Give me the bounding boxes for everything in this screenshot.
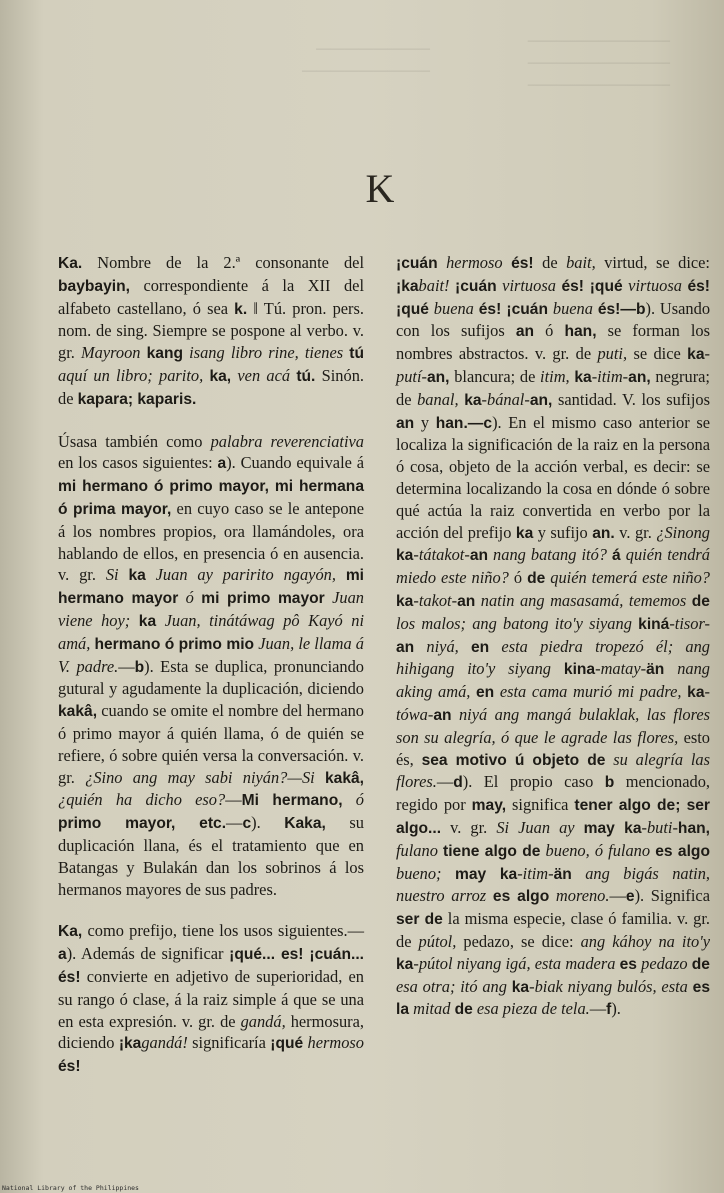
example-text: gandá!: [141, 1033, 188, 1053]
example-text: palabra reverenciativa: [210, 431, 364, 451]
headword-text: Ka.: [58, 255, 83, 272]
bleed-through-text: ———————— —————————: [301, 40, 430, 79]
headword-text: an: [457, 592, 476, 610]
headword-text: kang: [146, 345, 184, 363]
headword-text: may ka: [583, 819, 642, 837]
body-text: esto és,: [396, 727, 711, 769]
example-text: Juan, tinátáwag pô Kayó ni amá,: [58, 610, 365, 653]
body-text: [575, 818, 584, 837]
example-text: -takot-: [413, 590, 458, 610]
example-text: quién temerá este niño?: [545, 568, 710, 588]
body-text: v. gr.: [441, 817, 497, 837]
section-letter: K: [365, 166, 395, 211]
example-text: mitad: [409, 999, 451, 1019]
example-text: Si: [105, 565, 119, 585]
headword-text: an: [396, 638, 415, 656]
headword-text: may,: [471, 797, 507, 815]
body-text: correspondiente á la XII del alfabeto castellano, ó sea: [58, 275, 364, 318]
example-text: banal,: [417, 389, 459, 409]
example-text: ó fulano: [589, 840, 651, 860]
headword-text: en: [476, 684, 495, 702]
bleed-through-text: —————————— —————————— ——————————: [527, 32, 670, 93]
headword-text: kakâ,: [324, 769, 364, 787]
body-text: convierte en adjetivo de superioridad, en su rango ó clase, á la raiz simple á que se una en esta expresión. v. gr. de: [58, 966, 364, 1031]
headword-text: k.: [234, 300, 248, 318]
body-text: significaría: [187, 1033, 271, 1053]
example-text: ang káhoy na ito'y: [580, 931, 710, 951]
library-footer: National Library of the Philippines: [2, 1184, 139, 1192]
headword-text: ¡qué: [270, 1035, 304, 1053]
example-text: itim,: [540, 366, 570, 386]
example-text: virtuosa: [496, 275, 556, 295]
example-text: buena: [428, 298, 474, 318]
headword-text: c: [242, 815, 252, 833]
body-text: su duplicación llana, és el tratamiento que en Batangas y Bulakán dan los sobrinos á los hermanos mayores de sus padres.: [58, 813, 365, 899]
example-text: virtuosa: [622, 275, 682, 295]
headword-text: és!—b: [597, 300, 646, 318]
body-text: [336, 565, 346, 584]
example-text: -itim-: [517, 863, 554, 883]
headword-text: és! ¡qué: [561, 277, 623, 295]
body-text: blancura; de: [449, 366, 541, 386]
example-text: puti,: [597, 344, 628, 364]
example-text: -tátakot-: [413, 545, 470, 565]
left-column: [58, 252, 364, 1078]
headword-text: de: [527, 570, 546, 588]
example-text: los malos; ang batong ito'y siyang: [396, 613, 632, 633]
example-text: -putí-: [396, 344, 710, 386]
example-text: isang libro rine, tienes: [183, 343, 344, 363]
headword-text: a: [217, 455, 227, 473]
body-text: [442, 864, 455, 883]
headword-text: es la: [396, 978, 710, 1019]
headword-text: an: [515, 323, 535, 341]
headword-text: ¡ka: [396, 277, 419, 295]
example-text: ¿Sino ang may sabi niyán?—Si: [85, 767, 315, 787]
example-text: esta cama murió mi padre,: [494, 682, 682, 702]
headword-text: an: [433, 706, 452, 724]
body-text: y: [414, 412, 436, 432]
headword-text: ¡cuán: [455, 277, 497, 295]
example-text: aquí un libro; parito,: [58, 365, 204, 385]
example-text: esa otra; itó ang: [396, 976, 507, 996]
body-text: ).: [251, 813, 285, 833]
headword-text: es algo: [655, 842, 710, 860]
example-text: esa pieza de tela.: [472, 999, 590, 1019]
headword-text: hermano ó primo mio: [94, 635, 255, 653]
body-text: ). Usando con los sufijos: [396, 298, 711, 341]
body-text: en cuyo caso se le antepone á los nombres propios, ora llamándoles, ora hablando de ellos, en presencia ó en ausencia. v. gr.: [58, 498, 364, 585]
body-text: cuando se omite el nombre del hermano ó primo mayor á quién llama, ó de quién se refiere, ó sobre quién versa la conversación. v. gr.: [58, 701, 364, 787]
example-text: -matay-: [595, 659, 647, 679]
body-text: de: [533, 253, 567, 272]
body-text: hermosura, diciendo: [58, 1011, 364, 1053]
headword-text: ka: [138, 612, 157, 630]
entry-paragraph: [58, 920, 364, 1078]
headword-text: an: [469, 547, 489, 565]
headword-text: és! ¡qué: [396, 277, 710, 318]
body-text: ). En el mismo caso anterior se localiza la significación de la raiz en la persona ó cosa, objeto de la acción verbal, es decir: se determina localizando la cosa en dónde ó sobre qué actúa la raiz convertida en verbo por la acción del prefijo: [396, 412, 711, 542]
headword-text: mi primo mayor: [201, 590, 325, 608]
body-text: ). Significa: [634, 886, 710, 906]
entry-paragraph: [396, 252, 710, 1021]
headword-text: tú: [349, 345, 364, 363]
headword-text: Ka,: [58, 923, 83, 941]
example-text: -buti-: [641, 817, 678, 837]
entry-paragraph: [58, 252, 364, 411]
body-text: ó: [508, 568, 528, 588]
example-text: hermoso: [303, 1033, 364, 1053]
headword-text: ka: [687, 684, 705, 702]
example-text: -biak niyang bulós, esta: [529, 976, 688, 996]
headword-text: de: [454, 1001, 473, 1019]
headword-text: än: [553, 865, 572, 883]
headword-text: han,: [677, 819, 710, 837]
example-text: ó: [178, 588, 194, 608]
example-text: ¿Sinong: [656, 522, 710, 542]
example-text: buena: [548, 298, 593, 318]
body-text: ).: [611, 999, 621, 1019]
example-text: su alegría las flores.: [396, 749, 710, 792]
headword-text: a: [58, 946, 67, 964]
body-text: pedazo, se dice:: [456, 931, 581, 951]
body-text: [486, 886, 493, 905]
headword-text: és!: [511, 255, 534, 272]
body-text: ‖ Tú. pron. pers. nom. de sing. Siempre se pospone al verbo. v. gr.: [58, 298, 364, 363]
headword-text: mi hermano mayor: [58, 567, 365, 608]
body-text: Úsasa también como: [58, 431, 211, 451]
body-text: ). El propio caso: [462, 772, 605, 792]
headword-text: f: [606, 1001, 612, 1019]
body-text: —: [436, 772, 454, 792]
headword-text: kakâ,: [58, 703, 98, 721]
body-text: [315, 768, 325, 787]
example-text: nang batang itó?: [488, 545, 607, 565]
headword-text: Kaka,: [284, 815, 326, 833]
body-text: virtud, se dice:: [595, 253, 710, 272]
example-text: ó: [342, 790, 364, 810]
headword-text: may ka: [454, 865, 518, 883]
headword-text: de: [691, 955, 710, 973]
example-text: pedazo: [636, 953, 688, 973]
headword-text: tiene algo de: [443, 842, 541, 860]
entry-paragraph: [58, 431, 364, 901]
example-text: Juan, le llama á V. padre.: [58, 633, 364, 676]
example-text: esta piedra tropezó él; ang hihigang ito'y siyang: [396, 636, 710, 679]
example-text: niyá ang mangá bulaklak, las flores son su alegría,: [396, 704, 710, 747]
example-text: natin ang masasamá, tememos: [475, 590, 687, 610]
example-text: Si Juan ay: [496, 817, 575, 837]
body-text: ). Cuando equivale á: [226, 453, 364, 473]
headword-text: és!: [58, 1058, 81, 1076]
headword-text: es algo: [492, 888, 550, 906]
body-text: [503, 253, 512, 272]
example-text: quién tendrá miedo este niño?: [396, 545, 710, 588]
right-column: [396, 252, 710, 1021]
headword-text: ka: [687, 346, 705, 364]
headword-text: primo mayor, etc.: [58, 815, 227, 833]
headword-text: e: [625, 888, 635, 906]
example-text: bueno;: [396, 863, 442, 883]
headword-text: d: [453, 774, 463, 792]
headword-text: än: [646, 661, 665, 679]
headword-text: tener algo de; ser algo...: [396, 797, 711, 837]
example-text: nang aking amá,: [396, 659, 710, 702]
headword-text: kina: [563, 661, 596, 679]
headword-text: kiná: [638, 615, 670, 633]
example-text: ó que le agrade las flores,: [495, 727, 679, 747]
example-text: moreno.: [549, 886, 610, 906]
example-text: Juan viene hoy;: [58, 588, 364, 630]
body-text: —: [609, 886, 626, 906]
headword-text: b: [604, 774, 615, 792]
example-text: ¿quién ha dicho eso?: [58, 790, 226, 810]
body-text: ). Además de significar: [66, 944, 230, 964]
body-text: Nombre de la 2.ª consonante del: [82, 253, 364, 272]
headword-text: sea motivo ú objeto de: [421, 751, 606, 769]
headword-text: an,: [426, 368, 450, 386]
example-text: -pútol niyang igá, esta madera: [413, 953, 616, 973]
headword-text: ka: [511, 978, 530, 996]
body-text: como prefijo, tiene los usos siguientes.—: [82, 921, 364, 941]
headword-text: ka: [396, 592, 414, 610]
headword-text: ka: [396, 547, 414, 565]
body-text: significa: [506, 795, 575, 815]
example-text: bueno,: [540, 840, 590, 860]
headword-text: tú.: [296, 367, 316, 385]
headword-text: an,: [628, 368, 651, 386]
body-text: ó: [534, 321, 565, 341]
headword-text: en: [471, 638, 490, 656]
example-text: ang bigás natin, nuestro arroz: [396, 863, 710, 906]
body-text: v. gr.: [614, 522, 657, 542]
example-text: Juan ay paririto ngayón,: [145, 565, 336, 585]
example-text: -tówa-: [396, 682, 710, 724]
example-text: bait!: [418, 275, 450, 295]
headword-text: és! ¡cuán: [478, 300, 548, 318]
body-text: [459, 637, 471, 656]
body-text: —: [589, 999, 607, 1019]
headword-text: á: [612, 547, 621, 565]
headword-text: mi hermano ó primo mayor, mi hermana ó prima mayor,: [58, 478, 364, 518]
body-text: la misma especie, clase ó familia. v. gr. de: [396, 909, 710, 951]
example-text: hermoso: [437, 253, 503, 272]
body-text: [551, 659, 564, 678]
headword-text: ka: [128, 567, 146, 585]
example-text: -bánal-: [481, 389, 530, 409]
example-text: bait,: [566, 253, 596, 272]
headword-text: es: [619, 955, 637, 973]
example-text: pútol,: [418, 931, 457, 951]
body-text: ). Esta se duplica, pronunciando gutural y agudamente la duplicación, diciendo: [58, 656, 364, 699]
example-text: -tisor-: [669, 613, 710, 633]
example-text: ven acá: [231, 365, 291, 385]
headword-text: ¡qué... es! ¡cuán... és!: [58, 946, 365, 986]
body-text: se dice: [627, 344, 688, 364]
body-text: Sinón. de: [58, 365, 364, 408]
headword-text: ka: [515, 524, 534, 542]
headword-text: b: [134, 658, 145, 676]
headword-text: kapara; kaparis.: [77, 390, 197, 408]
headword-text: ka: [396, 955, 414, 973]
body-text: en los casos siguientes:: [58, 453, 218, 473]
headword-text: Mi hermano,: [241, 792, 343, 810]
example-text: niyá,: [414, 636, 459, 656]
headword-text: ka: [464, 391, 482, 409]
headword-text: ka: [574, 368, 592, 386]
headword-text: ser de: [396, 911, 443, 929]
body-text: [130, 611, 139, 630]
body-text: y sufijo: [533, 522, 593, 542]
headword-text: an.: [592, 524, 615, 542]
body-text: [119, 565, 129, 584]
example-text: gandá,: [240, 1011, 286, 1031]
body-text: —: [226, 813, 243, 833]
headword-text: han.—c: [435, 414, 493, 432]
body-text: —: [118, 656, 135, 676]
headword-text: de: [691, 592, 710, 610]
example-text: Mayroon: [81, 343, 141, 363]
headword-text: ¡ka: [118, 1035, 142, 1053]
headword-text: an,: [529, 391, 553, 409]
body-text: se forman los nombres abstractos. v. gr. de: [396, 321, 710, 364]
headword-text: baybayin,: [58, 277, 130, 295]
headword-text: han,: [564, 323, 597, 341]
headword-text: ¡cuán: [396, 255, 438, 272]
body-text: negrura; de: [396, 366, 710, 409]
body-text: santidad. V. los sufijos: [552, 389, 710, 409]
body-text: mencionado, regido por: [396, 772, 710, 815]
example-text: fulano: [396, 840, 438, 860]
body-text: —: [225, 790, 242, 810]
example-text: -itim-: [591, 366, 629, 386]
headword-text: an: [396, 414, 415, 432]
headword-text: ka,: [209, 367, 232, 385]
